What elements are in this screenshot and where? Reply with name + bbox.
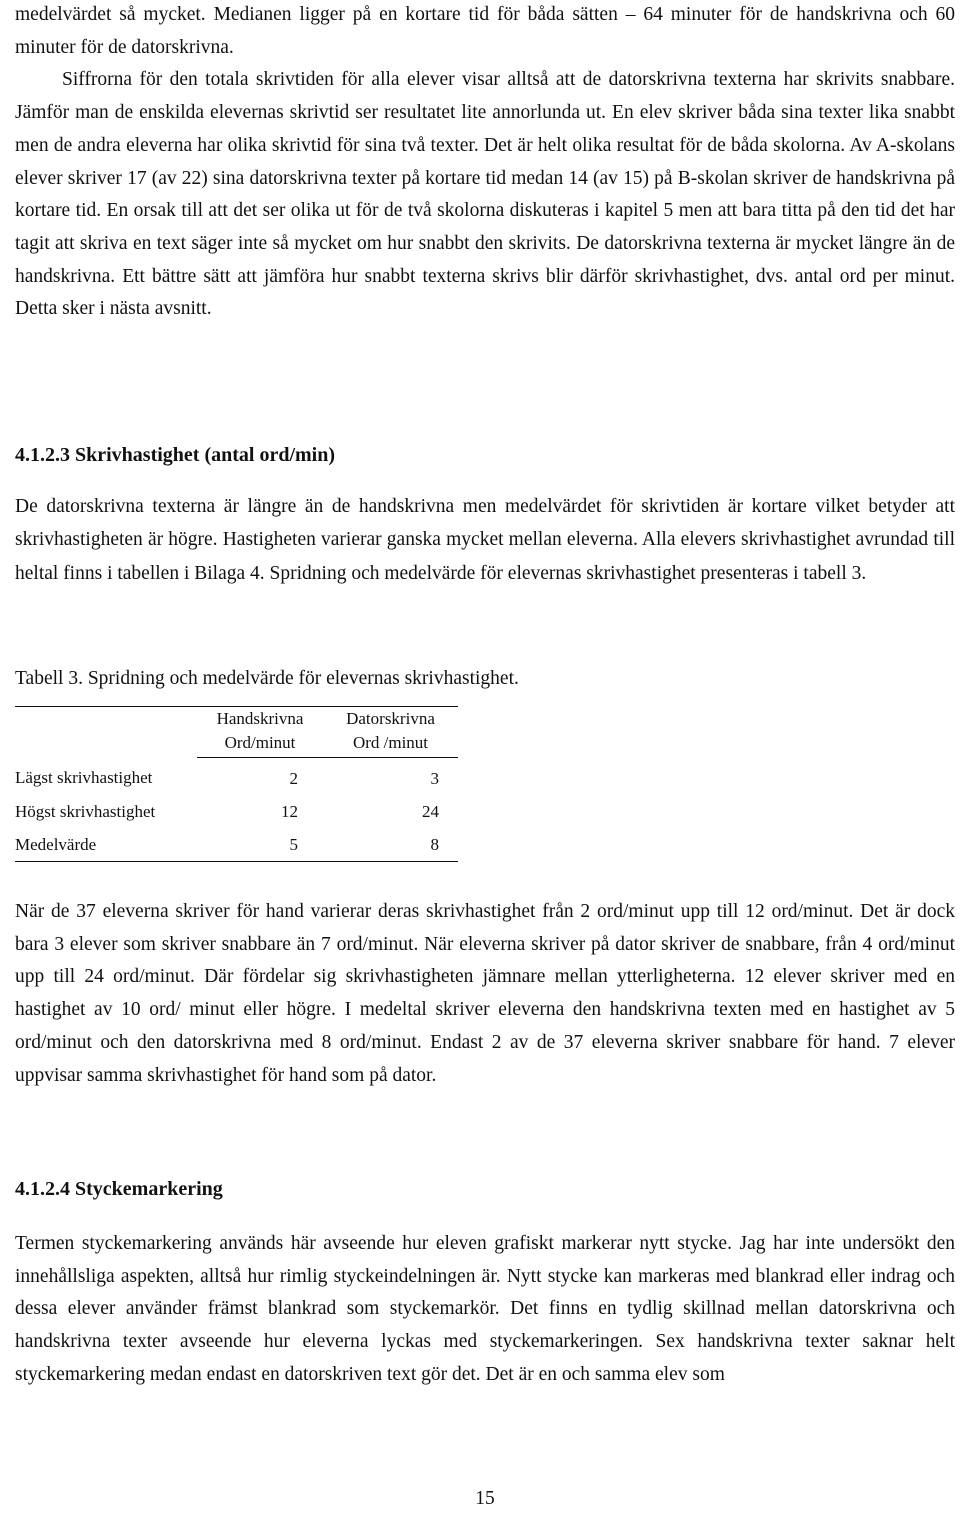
paragraph-skrivtid <box>15 0 955 326</box>
paragraph-skrivhastighet: De datorskrivna texterna är längre än de handskrivna men medelvärdet för skrivtiden är kortare vilket betyder att skrivhastigheten är högre. Hastigheten varierar ganska mycket mellan eleverna. Alla elevers skrivhastighet avrundad till heltal finns i tabellen i Bilaga 4. Spridning och medelvärde för elevernas skrivhastighet presenteras i tabell 3. <box>15 496 955 584</box>
table-row <box>15 828 458 862</box>
header-line: Datorskrivna <box>346 709 435 728</box>
cell-datorskrivna: 3 <box>430 768 439 788</box>
section-heading-skrivhastighet: 4.1.2.3 Skrivhastighet (antal ord/min) <box>15 444 336 466</box>
table-header-handskrivna <box>197 707 323 758</box>
row-label: Medelvärde <box>15 828 197 862</box>
page-number: 15 <box>475 1488 495 1509</box>
cell-handskrivna: 12 <box>281 801 298 821</box>
paragraph-text: Siffrorna för den totala skrivtiden för alla elever visar alltså att de datorskrivna texterna har skrivits snabbare. Jämför man de enskilda elevernas skrivtid ser resultatet lite annorlunda ut. En elev skriver båda sina texter lika snabbt men de andra eleverna har olika skrivtid för sina två texter. Det är helt olika resultat för de båda skolorna. Av A-skolans elever skriver 17 (av 22) sina datorskrivna texter på kortare tid medan 14 (av 15) på B-skolan skriver de handskrivna på kortare tid. En orsak till att det ser olika ut för de två skolorna diskuteras i kapitel 5 men att bara titta på den tid det har tagit att skriva en text säger inte så mycket om hur snabbt den skrivits. De datorskrivna texterna är mycket längre än de handskrivna. Ett bättre sätt att jämföra hur snabbt texterna skrivs blir därför skrivhastighet, dvs. antal ord per minut. Detta sker i nästa avsnitt. <box>15 69 955 320</box>
table-header-empty <box>15 707 197 758</box>
section-heading-styckemarkering: 4.1.2.4 Styckemarkering <box>15 1178 223 1200</box>
cell-datorskrivna: 24 <box>422 801 439 821</box>
header-line: Ord /minut <box>352 733 429 752</box>
row-label: Lägst skrivhastighet <box>15 768 153 788</box>
table-header-datorskrivna <box>323 707 458 758</box>
table-row <box>15 758 458 796</box>
cell-handskrivna: 5 <box>197 828 323 862</box>
table-header-row <box>15 707 458 758</box>
cell-datorskrivna: 8 <box>323 828 458 862</box>
paragraph-text: medelvärdet så mycket. Medianen ligger på en kortare tid för båda sätten – 64 minuter för de handskrivna och 60 minuter för de datorskrivna. <box>15 4 955 58</box>
cell-handskrivna: 2 <box>289 768 298 788</box>
row-label: Högst skrivhastighet <box>15 801 156 821</box>
table-row <box>15 795 458 828</box>
header-line: Ord/minut <box>224 733 296 752</box>
header-line: Handskrivna <box>216 709 304 728</box>
writing-speed-table <box>15 706 458 862</box>
table-caption: Tabell 3. Spridning och medelvärde för elevernas skrivhastighet. <box>15 668 519 689</box>
paragraph-analysis: När de 37 eleverna skriver för hand varierar deras skrivhastighet från 2 ord/minut upp till 12 ord/minut. Det är dock bara 3 elever som skriver snabbare än 7 ord/minut. När eleverna skriver på dator skriver de snabbare, från 4 ord/minut upp till 24 ord/minut. Där fördelar sig skrivhastigheten jämnare mellan ytterligheterna. 12 elever skriver med en hastighet av 10 ord/ minut eller högre. I medeltal skriver eleverna den handskrivna texten med en hastighet av 5 ord/minut och den datorskrivna med 8 ord/minut. Endast 2 av de 37 eleverna skriver snabbare för hand. 7 elever uppvisar samma skrivhastighet för hand som på dator. <box>15 901 955 1086</box>
paragraph-styckemarkering: Termen styckemarkering används här avseende hur eleven grafiskt markerar nytt stycke. Jag har inte undersökt den innehållsliga aspekten, alltså hur rimlig styckeindelningen är. Nytt stycke kan markeras med blankrad eller indrag och dessa elever använder främst blankrad som styckemarkör. Det finns en tydlig skillnad mellan datorskrivna och handskrivna texter avseende hur eleverna lyckas med styckemarkeringen. Sex handskrivna texter saknar helt styckemarkering medan endast en datorskriven text gör det. Det är en och samma elev som <box>15 1233 955 1385</box>
